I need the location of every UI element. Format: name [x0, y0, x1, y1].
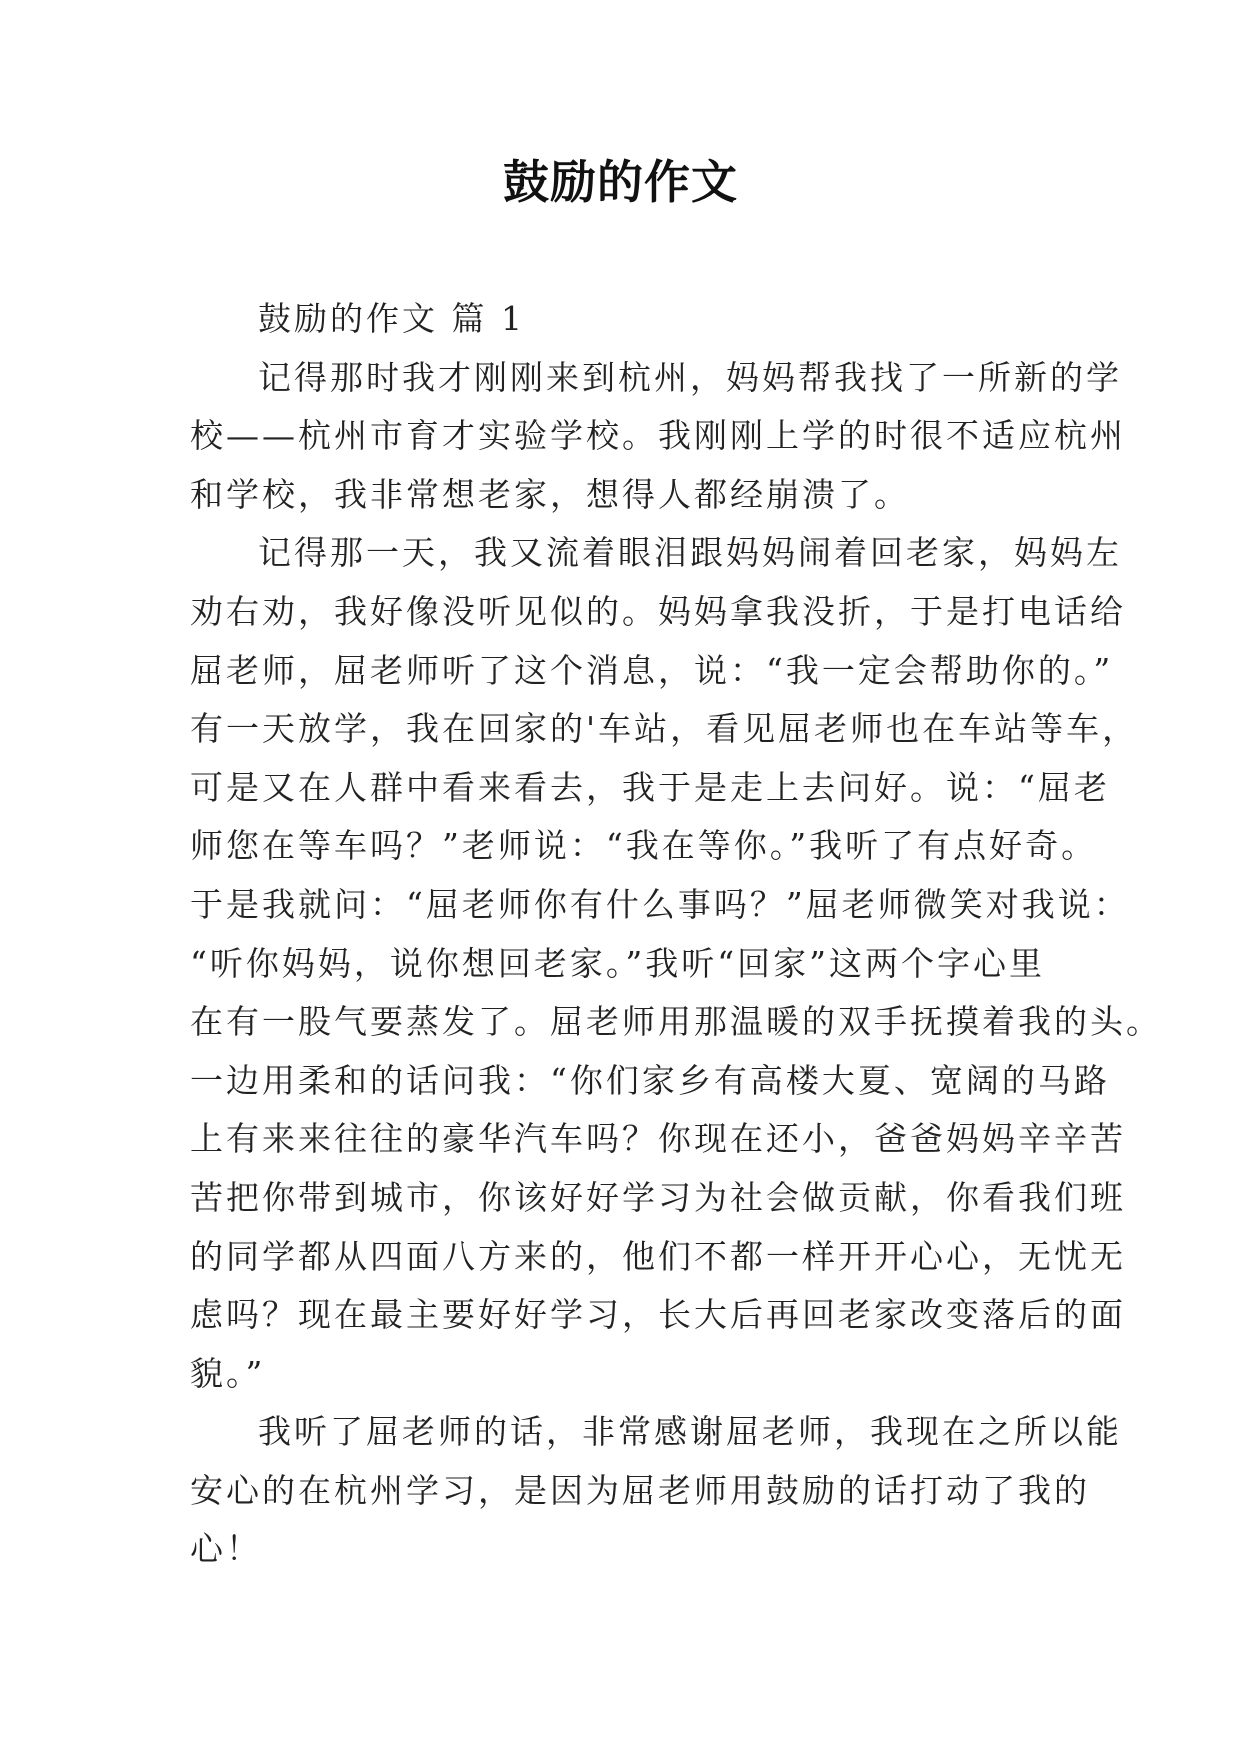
essay-line: 苦把你带到城市，你该好好学习为社会做贡献，你看我们班: [190, 1177, 1126, 1217]
essay-line: 的同学都从四面八方来的，他们不都一样开开心心，无忧无: [190, 1236, 1126, 1276]
document-title: 鼓励的作文: [503, 155, 738, 209]
essay-line: 在有一股气要蒸发了。屈老师用那温暖的双手抚摸着我的头。: [190, 1002, 1162, 1042]
essay-line: “听你妈妈，说你想回老家。”我听“回家”这两个字心里: [190, 943, 1045, 983]
essay-line: 安心的在杭州学习，是因为屈老师用鼓励的话打动了我的: [190, 1470, 1090, 1510]
essay-line: 屈老师，屈老师听了这个消息，说：“我一定会帮助你的。”: [190, 650, 1114, 690]
essay-line: 上有来来往往的豪华汽车吗？你现在还小，爸爸妈妈辛辛苦: [190, 1119, 1126, 1159]
essay-line: 可是又在人群中看来看去，我于是走上去问好。说：“屈老: [190, 767, 1110, 807]
essay-line: 劝右劝，我好像没听见似的。妈妈拿我没折，于是打电话给: [190, 591, 1126, 631]
essay-line: 记得那时我才刚刚来到杭州，妈妈帮我找了一所新的学: [258, 357, 1122, 397]
essay-line: 师您在等车吗？”老师说：“我在等你。”我听了有点好奇。: [190, 826, 1098, 866]
essay-line: 虑吗？现在最主要好好学习，长大后再回老家改变落后的面: [190, 1295, 1126, 1335]
essay-line: 貌。”: [190, 1353, 266, 1393]
essay-line: 和学校，我非常想老家，想得人都经崩溃了。: [190, 474, 910, 514]
essay-line: 有一天放学，我在回家的'车站，看见屈老师也在车站等车，: [190, 709, 1139, 749]
essay-line: 于是我就问：“屈老师你有什么事吗？”屈老师微笑对我说：: [190, 884, 1130, 924]
section-heading: 鼓励的作文 篇 1: [258, 299, 525, 338]
essay-line: 一边用柔和的话问我：“你们家乡有高楼大夏、宽阔的马路: [190, 1060, 1110, 1100]
essay-line: 我听了屈老师的话，非常感谢屈老师，我现在之所以能: [258, 1412, 1122, 1452]
essay-line: 校——杭州市育才实验学校。我刚刚上学的时很不适应杭州: [190, 416, 1126, 456]
essay-line: 心！: [190, 1529, 262, 1569]
essay-body: [190, 290, 1162, 1579]
essay-line: 记得那一天，我又流着眼泪跟妈妈闹着回老家，妈妈左: [258, 533, 1122, 573]
